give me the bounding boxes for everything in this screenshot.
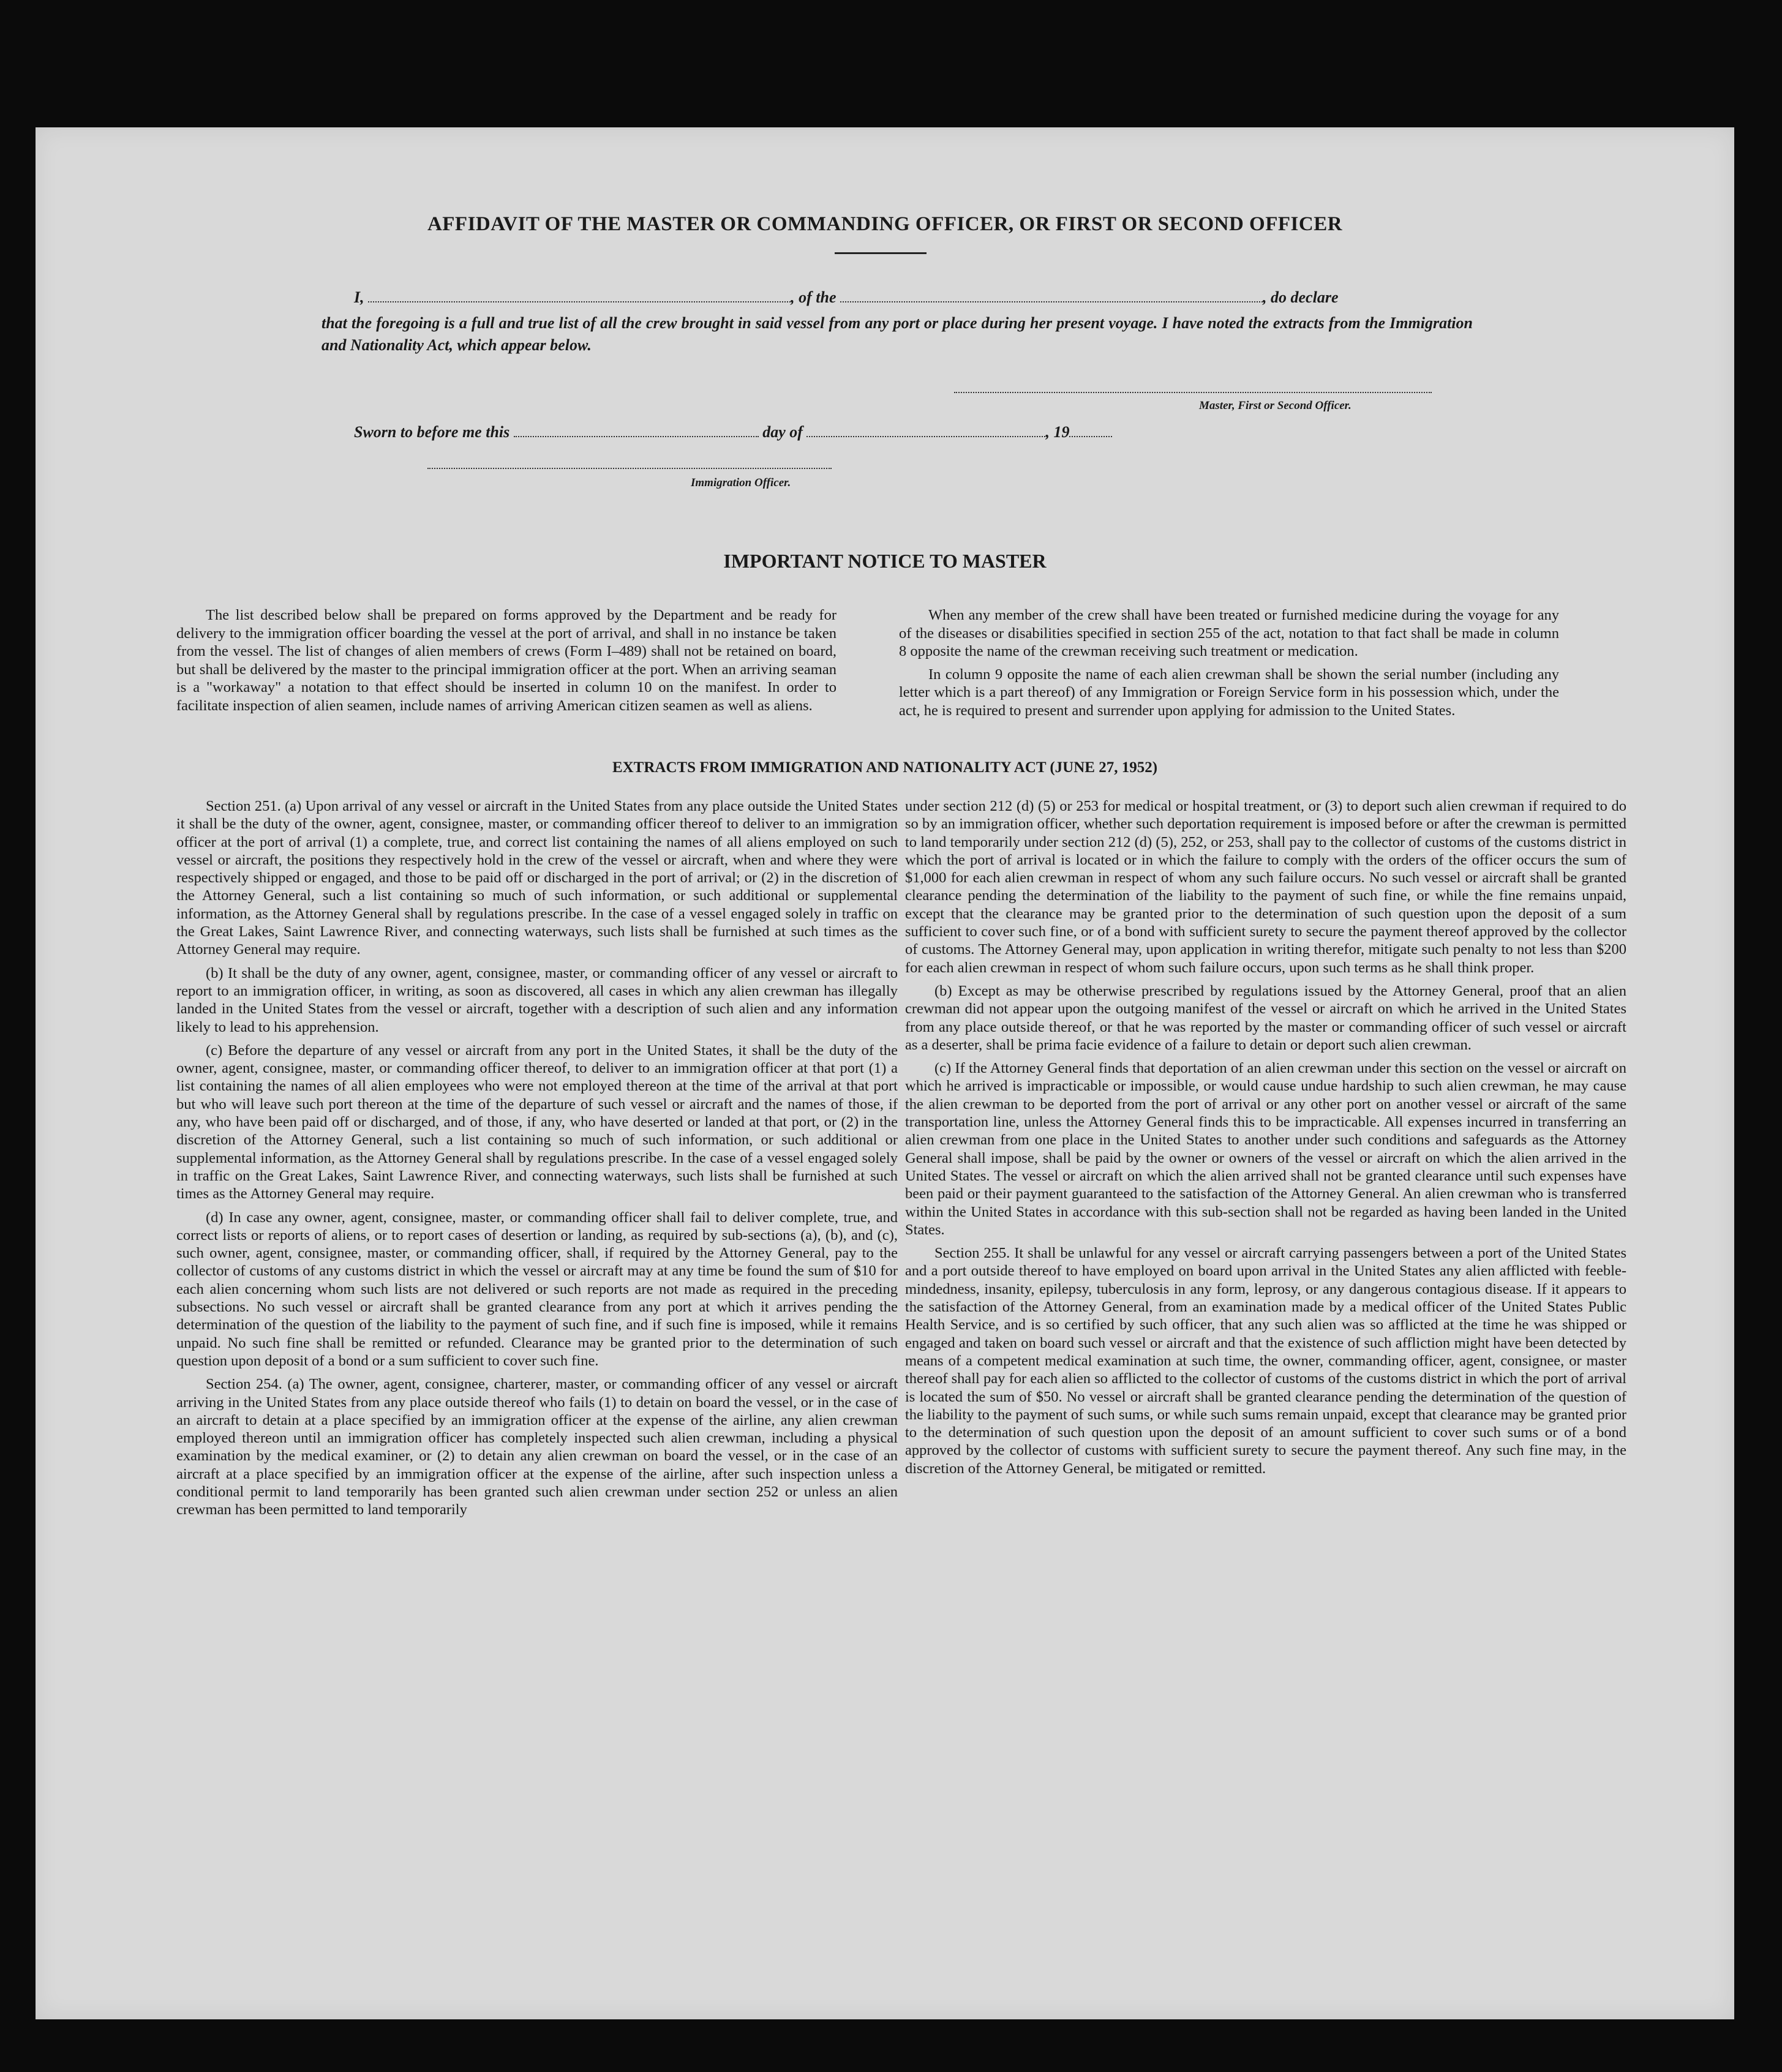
section-254-a-continued: under section 212 (d) (5) or 253 for medical or hospital treatment, or (3) to deport such alien crewman if required to do so by an immigration officer, whether such deportation requirement is imposed before or after the crewman is permitted to land temporarily under section 212 (d) (5), 252, or 253, shall pay to the collector of customs of the customs district in which the port of arrival is located or in which the failure to comply with the orders of the officer occurs the sum of $1,000 for each alien crewman in respect of whom any such failure occurs. No such vessel or aircraft shall be granted clearance pending the determination of the liability to the payment of such fine, or while the fine remains unpaid, except that the clearance may be granted prior to the determination of such question upon the deposit of a sum sufficient to cover such fine, or of a bond with sufficient surety to secure the payment thereof approved by the collector of customs. The Attorney General may, upon application in writing therefor, mitigate such penalty to not less than $200 for each alien crewman in respect of whom such failure occurs, upon such terms as he shall think proper. [905, 798, 1626, 976]
master-signature-line[interactable] [954, 392, 1432, 393]
extracts-right-column [905, 797, 1626, 1477]
notice-title: IMPORTANT NOTICE TO MASTER [723, 550, 1047, 572]
section-255: Section 255. It shall be unlawful for any vessel or aircraft carrying passengers between a port of the United States and a port outside thereof to have employed on board upon arrival in the United States any alien afflicted with feeble-mindedness, insanity, epilepsy, tuberculosis in any form, leprosy, or any dangerous contagious disease. If it appears to the satisfaction of the Attorney General, from an examination made by a medical officer of the United States Public Health Service, and is so certified by such officer, that any such alien was so afflicted at the time he was shipped or engaged and taken on board such vessel or aircraft and that the existence of such affliction might have been detected by means of a competent medical examination at such time, the owner, commanding officer, agent, consignee, or master thereof shall pay for each alien so afflicted to the collector of customs of the customs district in which the port of arrival is located the sum of $50. No vessel or aircraft shall be granted clearance pending the determination of the question of the liability to the payment of such sums, or while such sums remain unpaid, except that clearance may be granted prior to the determination of such question upon the deposit of an amount sufficient to cover such sums or of a bond approved by the collector of customs with sufficient surety to secure the payment thereof. Any such fine may, in the discretion of the Attorney General, be mitigated or remitted. [905, 1245, 1626, 1477]
declaration-text: that the foregoing is a full and true list of all the crew brought in said vessel from any port or place during her present voyage. I have noted the extracts from the Immigration and Nationality Act, which appear below. [321, 314, 1473, 354]
do-declare-label: , do declare [1263, 288, 1339, 306]
notice-paragraph: In column 9 opposite the name of each alien crewman shall be shown the serial number (including any letter which is a part thereof) of any Immigration or Foreign Service form in his possession which, under the act, he is required to present and surrender upon applying for admission to the United States. [899, 666, 1559, 719]
notice-paragraph: When any member of the crew shall have been treated or furnished medicine during the voyage for any of the diseases or disabilities specified in section 255 of the act, notation to that fact shall be made in column 8 opposite the name of the crewman receiving such treatment or medication. [899, 607, 1559, 659]
year-label: , 19 [1045, 423, 1070, 441]
section-251-a: Section 251. (a) Upon arrival of any vessel or aircraft in the United States from any place outside the United States it shall be the duty of the owner, agent, consignee, master, or commanding officer thereof to deliver to an immigration officer at the port of arrival (1) a complete, true, and correct list containing the names of all aliens employed on such vessel or aircraft, the positions they respectively hold in the crew of the vessel or aircraft, when and where they were respectively shipped or engaged, and those to be paid off or discharged in the port of arrival; or (2) in the discretion of the Attorney General, such a list containing so much of such information, or such additional or supplemental information, as the Attorney General shall by regulations prescribe. In the case of a vessel engaged solely in traffic on the Great Lakes, Saint Lawrence River, and connecting waterways, such lists shall be furnished at such times as the Attorney General may require. [176, 798, 898, 958]
section-254-c: (c) If the Attorney General finds that deportation of an alien crewman under this section on the vessel or aircraft on which he arrived is impracticable or impossible, or would cause undue hardship to such alien crewman, he may cause the alien crewman to be deported from the port of arrival or any other port on another vessel or aircraft of the same transportation line, unless the Attorney General finds this to be impracticable. All expenses incurred in transferring an alien crewman from one place in the United States to another under such conditions and safeguards as the Attorney General shall impose, shall be paid by the owner or owners of the vessel or aircraft on which the alien arrived in the United States. The vessel or aircraft on which the alien arrived shall not be granted clearance until such expenses have been paid or their payment guaranteed to the satisfaction of the Attorney General. An alien crewman who is transferred within the United States in accordance with this sub-section shall not be regarded as having been landed in the United States. [905, 1060, 1626, 1238]
title-rule [835, 252, 927, 254]
vessel-blank[interactable] [840, 288, 1263, 302]
notice-paragraph: The list described below shall be prepared on forms approved by the Department and be ready for delivery to the immigration officer boarding the vessel at the port of arrival, and shall in no instance be taken from the vessel. The list of changes of alien members of crews (Form I–489) shall not be retained on board, but shall be delivered by the master to the principal immigration officer at the port. When an arriving seaman is a "workaway" a notation to that effect should be inserted in column 10 on the manifest. In order to facilitate inspection of alien seamen, include names of arriving American citizen seamen as well as aliens. [176, 607, 836, 714]
name-blank[interactable] [368, 288, 791, 302]
notice-left-column [176, 606, 836, 715]
declaration-line [354, 288, 1464, 310]
officer-signature-line[interactable] [427, 468, 832, 469]
i-label: I, [354, 288, 364, 306]
sworn-label: Sworn to before me this [354, 423, 510, 441]
extracts-left-column [176, 797, 898, 1519]
sworn-line [354, 422, 1211, 445]
section-251-d: (d) In case any owner, agent, consignee, master, or commanding officer shall fail to deliver complete, true, and correct lists or reports of aliens, or to report cases of desertion or landing, as required by sub-sections (a), (b), and (c), such owner, agent, consignee, master, or commanding officer, shall, if required by the Attorney General, pay to the collector of customs of any customs district in which the vessel or aircraft may at any time be found the sum of $10 for each alien concerning whom such lists are not delivered or such reports are not made as required in the preceding subsections. No such vessel or aircraft shall be granted clearance from any port at which it arrives pending the determination of the question of the liability to the payment of such fine, and if such fine is imposed, while it remains unpaid. No such fine shall be remitted or refunded. Clearance may be granted prior to the determination of such question upon deposit of a bond or a sum sufficient to cover such fine. [176, 1209, 898, 1369]
month-blank[interactable] [806, 422, 1045, 437]
of-the-label: , of the [791, 288, 836, 306]
document-page [36, 127, 1734, 2019]
master-signature-label: Master, First or Second Officer. [1199, 399, 1352, 412]
section-251-b: (b) It shall be the duty of any owner, agent, consignee, master, or commanding officer of any vessel or aircraft to report to an immigration officer, in writing, as soon as discovered, all cases in which any alien crewman has illegally landed in the United States from the vessel or aircraft, together with a description of such alien and any information likely to lead to his apprehension. [176, 964, 898, 1035]
extracts-title: EXTRACTS FROM IMMIGRATION AND NATIONALITY ACT (JUNE 27, 1952) [612, 759, 1158, 776]
affidavit-title: AFFIDAVIT OF THE MASTER OR COMMANDING OFFICER, OR FIRST OR SECOND OFFICER [427, 213, 1343, 235]
officer-signature-label: Immigration Officer. [691, 476, 791, 489]
section-251-c: (c) Before the departure of any vessel or aircraft from any port in the United States, it shall be the duty of the owner, agent, consignee, master, or commanding officer thereof, to deliver to an immigration officer at that port (1) a list containing the names of all alien employees who were not employed thereon at the time of the arrival at that port but who will leave such port thereon at the time of the departure of such vessel or aircraft and the names of those, if any, who have been paid off or discharged, and of those, if any, who have deserted or landed at that port, or (2) in the discretion of the Attorney General, such a list containing so much of such information, or such additional or supplemental information, as the Attorney General shall by regulations prescribe. In the case of a vessel engaged solely in traffic on the Great Lakes, Saint Lawrence River, and connecting waterways, such lists shall be furnished at such times as the Attorney General may require. [176, 1042, 898, 1203]
section-254-a: Section 254. (a) The owner, agent, consignee, charterer, master, or commanding officer of any vessel or aircraft arriving in the United States from any place outside thereof who fails (1) to detain on board the vessel, or in the case of an aircraft to detain at a place specified by an immigration officer at the expense of the airline, any alien crewman employed thereon until an immigration officer has completely inspected such alien crewman, including a physical examination by the medical examiner, or (2) to detain any alien crewman on board the vessel, or in the case of an aircraft at a place specified by an immigration officer at the expense of the airline, after such inspection unless a conditional permit to land temporarily has been granted such alien crewman under section 252 or unless an alien crewman has been permitted to land temporarily [176, 1376, 898, 1518]
notice-right-column [899, 606, 1559, 719]
year-blank[interactable] [1069, 422, 1112, 437]
day-of-label: day of [762, 423, 803, 441]
day-blank[interactable] [514, 422, 759, 437]
section-254-b: (b) Except as may be otherwise prescribed by regulations issued by the Attorney General, proof that an alien crewman did not appear upon the outgoing manifest of the vessel or aircraft on which he arrived in the United States from any place outside thereof, or that he was reported by the master or commanding officer of such vessel or aircraft as a deserter, shall be prima facie evidence of a failure to detain or deport such alien crewman. [905, 982, 1626, 1053]
